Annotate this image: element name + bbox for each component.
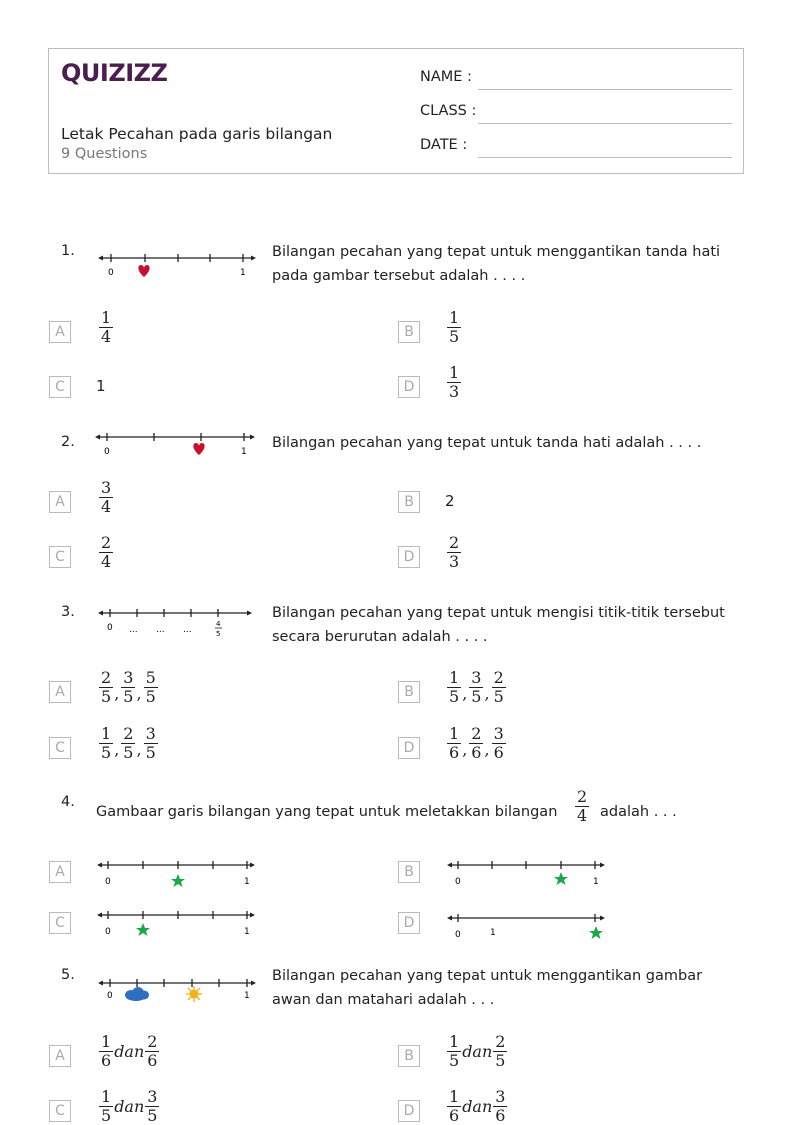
- tick-label-zero: 0: [107, 991, 113, 1001]
- tick-label-zero: 0: [455, 877, 461, 887]
- number-line-figure: [98, 977, 260, 1007]
- name-line[interactable]: [478, 89, 732, 90]
- question-number: 1.: [61, 243, 75, 259]
- option-b-value[interactable]: $\frac{1}{5}$ , $\frac{3}{5}$ , $\frac{2}{5}$: [449, 668, 504, 706]
- option-a-box[interactable]: A: [49, 861, 71, 883]
- tick-label-zero: 0: [104, 447, 110, 457]
- option-a-value[interactable]: $\frac{1}{6}$ dan $\frac{2}{6}$: [101, 1032, 158, 1070]
- dots-label: ...: [129, 625, 138, 635]
- number-line-figure: [95, 429, 257, 459]
- heart-icon: [138, 265, 149, 277]
- option-d-number-line[interactable]: [447, 910, 609, 942]
- option-d-box[interactable]: D: [398, 737, 420, 759]
- tick-label-zero: 0: [107, 623, 113, 633]
- tick-label-zero: 0: [105, 927, 111, 937]
- option-a-value[interactable]: $\frac{2}{5}$ , $\frac{3}{5}$ , $\frac{5}{5}$: [101, 668, 156, 706]
- tick-label-zero: 0: [108, 268, 114, 278]
- option-a-box[interactable]: A: [49, 491, 71, 513]
- question-number: 3.: [61, 604, 75, 620]
- option-d-value[interactable]: $\frac{1}{3}$: [449, 363, 460, 401]
- tick-label-numerator: 4: [216, 620, 221, 628]
- option-b-box[interactable]: B: [398, 1045, 420, 1067]
- option-c-box[interactable]: C: [49, 737, 71, 759]
- star-icon: [589, 926, 603, 939]
- option-c-value[interactable]: $\frac{2}{4}$: [101, 533, 112, 571]
- quizizz-logo: QUIZIZZ: [61, 59, 168, 87]
- option-c-value[interactable]: $\frac{1}{5}$ dan $\frac{3}{5}$: [101, 1087, 158, 1125]
- option-a-box[interactable]: A: [49, 321, 71, 343]
- tick-label-one: 1: [244, 991, 250, 1001]
- option-c-value[interactable]: 1: [96, 377, 106, 395]
- tick-label-one: 1: [490, 928, 496, 938]
- question-text-after: adalah . . .: [600, 804, 677, 820]
- name-label: NAME :: [420, 69, 472, 85]
- option-b-value[interactable]: $\frac{1}{5}$: [449, 308, 460, 346]
- question-text-before: Gambaar garis bilangan yang tepat untuk meletakkan bilangan: [96, 804, 558, 820]
- star-icon: [554, 872, 568, 885]
- number-line-figure: [98, 605, 260, 645]
- sun-icon: [186, 986, 202, 1002]
- option-b-box[interactable]: B: [398, 491, 420, 513]
- option-c-box[interactable]: C: [49, 546, 71, 568]
- dots-label: ...: [183, 625, 192, 635]
- tick-label-one: 1: [593, 877, 599, 887]
- option-b-value[interactable]: 2: [445, 492, 455, 510]
- option-b-box[interactable]: B: [398, 321, 420, 343]
- option-b-number-line[interactable]: [447, 857, 609, 889]
- option-c-box[interactable]: C: [49, 1100, 71, 1122]
- option-c-value[interactable]: $\frac{1}{5}$ , $\frac{2}{5}$ , $\frac{3}{5}$: [101, 724, 156, 762]
- option-c-box[interactable]: C: [49, 912, 71, 934]
- option-c-number-line[interactable]: [97, 907, 259, 939]
- number-line-figure: [98, 250, 258, 280]
- tick-label-one: 1: [240, 268, 246, 278]
- worksheet-header: [48, 48, 744, 174]
- date-line[interactable]: [478, 157, 732, 158]
- option-b-box[interactable]: B: [398, 681, 420, 703]
- tick-label-zero: 0: [455, 930, 461, 940]
- question-number: 4.: [61, 794, 75, 810]
- option-a-number-line[interactable]: [97, 857, 259, 889]
- star-icon: [171, 874, 185, 887]
- question-number: 2.: [61, 434, 75, 450]
- option-d-box[interactable]: D: [398, 1100, 420, 1122]
- dots-label: ...: [156, 625, 165, 635]
- question-count: 9 Questions: [61, 146, 148, 162]
- option-d-box[interactable]: D: [398, 546, 420, 568]
- question-text: Bilangan pecahan yang tepat untuk mengisi titik-titik tersebut secara berurutan adalah . . . .: [272, 605, 725, 645]
- question-text: Bilangan pecahan yang tepat untuk tanda hati adalah . . . .: [272, 435, 702, 451]
- option-b-value[interactable]: $\frac{1}{5}$ dan $\frac{2}{5}$: [449, 1032, 506, 1070]
- star-icon: [136, 923, 150, 936]
- question-fraction: $\frac{2}{4}$: [577, 787, 588, 825]
- option-a-value[interactable]: $\frac{1}{4}$: [101, 308, 112, 346]
- class-line[interactable]: [478, 123, 732, 124]
- cloud-icon: [125, 987, 149, 1001]
- option-d-box[interactable]: D: [398, 376, 420, 398]
- date-label: DATE :: [420, 137, 468, 153]
- question-text: Bilangan pecahan yang tepat untuk menggantikan gambar awan dan matahari adalah . . .: [272, 968, 703, 1008]
- question-number: 5.: [61, 967, 75, 983]
- heart-icon: [193, 443, 204, 455]
- tick-label-one: 1: [244, 927, 250, 937]
- worksheet-title: Letak Pecahan pada garis bilangan: [61, 125, 333, 143]
- question-text: Bilangan pecahan yang tepat untuk menggantikan tanda hati pada gambar tersebut adalah . . . .: [272, 244, 721, 284]
- option-a-value[interactable]: $\frac{3}{4}$: [101, 478, 112, 516]
- tick-label-one: 1: [241, 447, 247, 457]
- option-d-box[interactable]: D: [398, 912, 420, 934]
- option-d-value[interactable]: $\frac{2}{3}$: [449, 533, 460, 571]
- option-a-box[interactable]: A: [49, 681, 71, 703]
- option-d-value[interactable]: $\frac{1}{6}$ dan $\frac{3}{6}$: [449, 1087, 506, 1125]
- tick-label-denominator: 5: [216, 630, 221, 638]
- tick-label-zero: 0: [105, 877, 111, 887]
- option-b-box[interactable]: B: [398, 861, 420, 883]
- option-a-box[interactable]: A: [49, 1045, 71, 1067]
- class-label: CLASS :: [420, 103, 477, 119]
- option-d-value[interactable]: $\frac{1}{6}$ , $\frac{2}{6}$ , $\frac{3}{6}$: [449, 724, 504, 762]
- option-c-box[interactable]: C: [49, 376, 71, 398]
- tick-label-one: 1: [244, 877, 250, 887]
